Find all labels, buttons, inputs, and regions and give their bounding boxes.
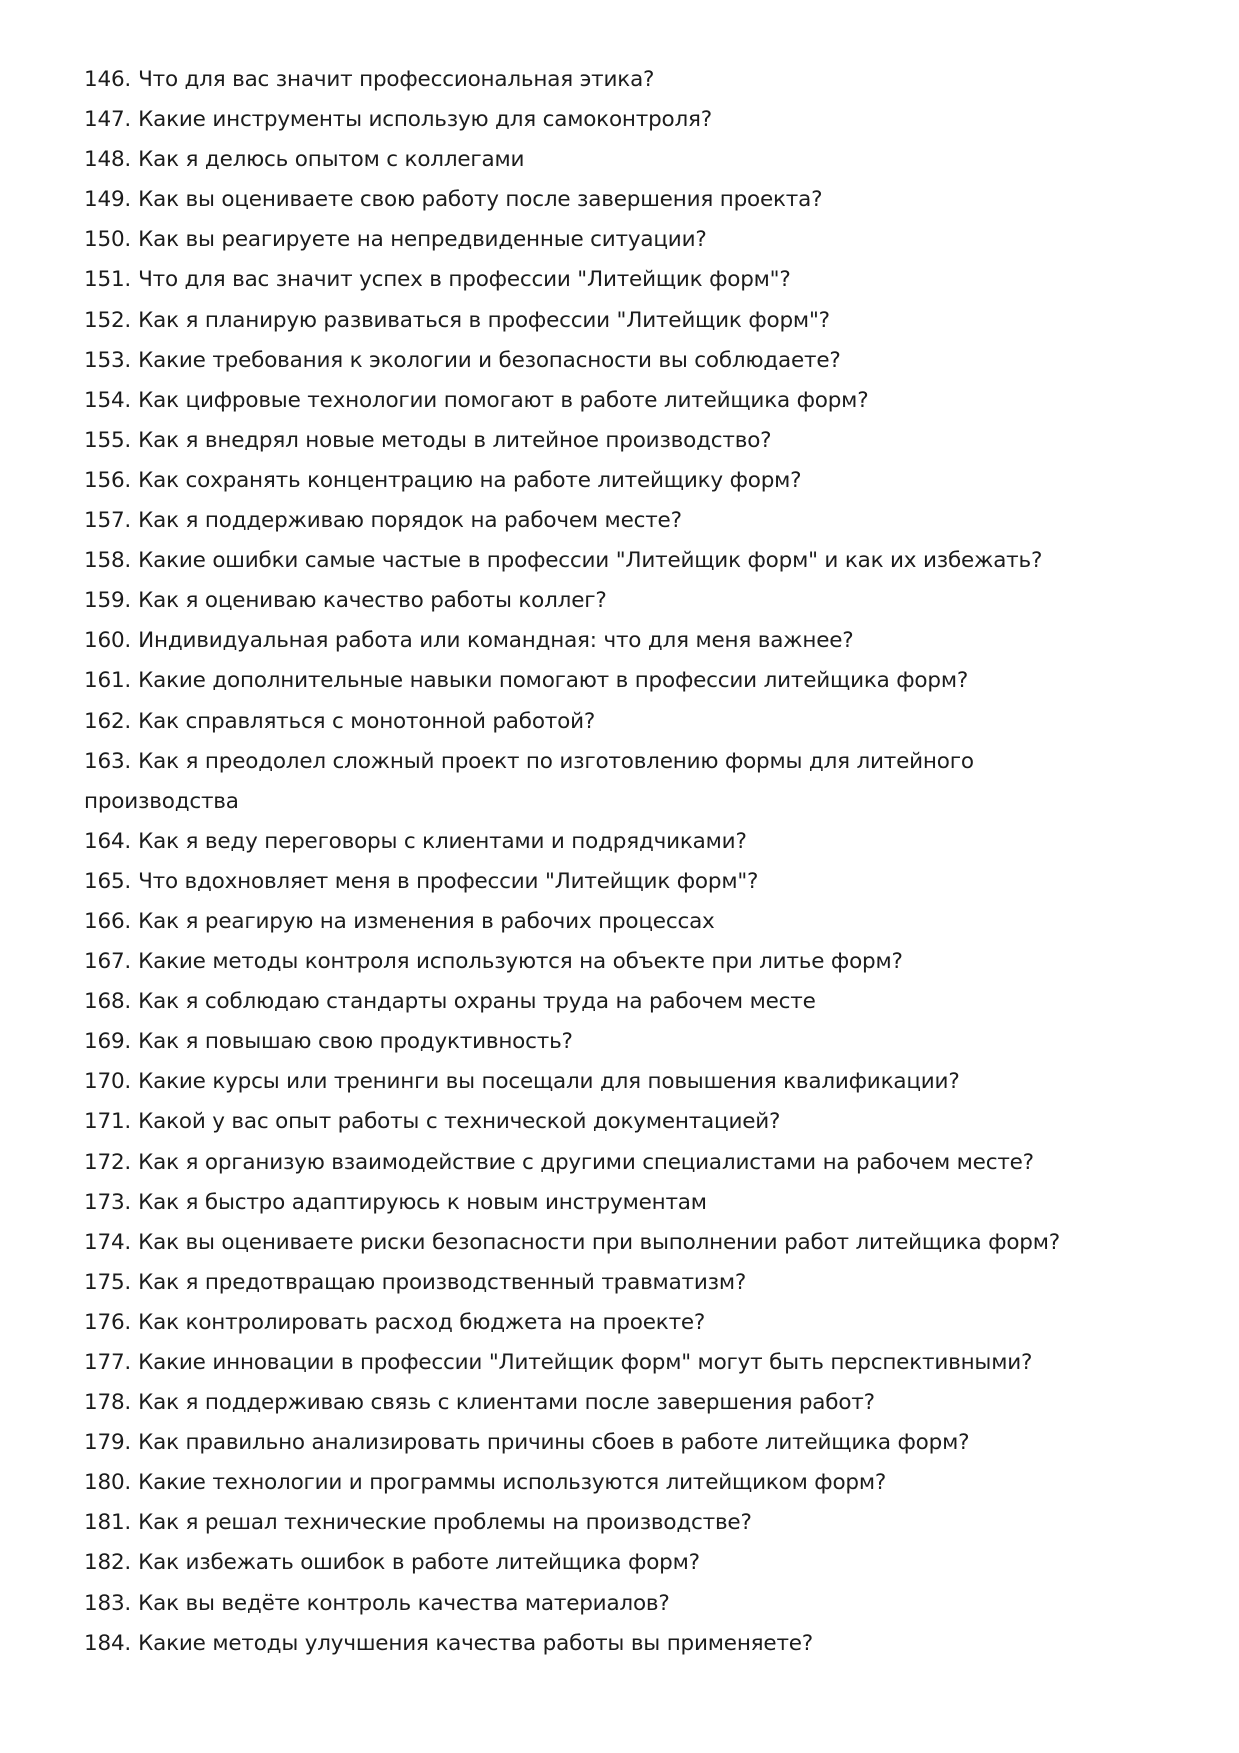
question-text: Какой у вас опыт работы с технической документацией? bbox=[138, 1109, 781, 1135]
question-number: 173. bbox=[84, 1189, 132, 1215]
question-text: Как я оцениваю качество работы коллег? bbox=[138, 588, 607, 614]
question-number: 183. bbox=[84, 1590, 132, 1616]
question-list bbox=[84, 60, 1164, 1664]
question-number: 147. bbox=[84, 107, 132, 133]
question-item bbox=[84, 1223, 1164, 1263]
question-number: 166. bbox=[84, 908, 132, 934]
question-item bbox=[84, 541, 1164, 581]
question-item bbox=[84, 621, 1164, 661]
question-number: 178. bbox=[84, 1390, 132, 1416]
question-number: 154. bbox=[84, 387, 132, 413]
question-item bbox=[84, 341, 1164, 381]
question-item bbox=[84, 1503, 1164, 1543]
question-text: Как я поддерживаю связь с клиентами после завершения работ? bbox=[138, 1390, 875, 1416]
question-number: 181. bbox=[84, 1510, 132, 1536]
question-number: 171. bbox=[84, 1109, 132, 1135]
question-number: 174. bbox=[84, 1229, 132, 1255]
question-text: Какие технологии и программы используются литейщиком форм? bbox=[138, 1470, 887, 1496]
question-item bbox=[84, 1343, 1164, 1383]
question-number: 177. bbox=[84, 1350, 132, 1375]
question-item bbox=[84, 1183, 1164, 1223]
question-number: 148. bbox=[84, 147, 132, 173]
question-number: 172. bbox=[84, 1149, 132, 1175]
question-number: 160. bbox=[84, 628, 132, 654]
question-number: 169. bbox=[84, 1029, 132, 1055]
question-item bbox=[84, 461, 1164, 501]
question-item bbox=[84, 702, 1164, 742]
question-number: 162. bbox=[84, 708, 132, 734]
question-number: 179. bbox=[84, 1430, 132, 1456]
question-number: 156. bbox=[84, 467, 132, 493]
question-number: 184. bbox=[84, 1630, 132, 1656]
question-number: 168. bbox=[84, 989, 132, 1015]
question-item bbox=[84, 421, 1164, 461]
question-item bbox=[84, 581, 1164, 621]
question-number: 163. bbox=[84, 748, 132, 774]
question-item bbox=[84, 902, 1164, 942]
question-text-continuation: производства bbox=[84, 788, 239, 814]
question-number: 151. bbox=[84, 267, 132, 293]
question-item bbox=[84, 260, 1164, 300]
question-item bbox=[84, 301, 1164, 341]
question-text: Как цифровые технологии помогают в работе литейщика форм? bbox=[138, 387, 869, 413]
question-text: Как я внедрял новые методы в литейное производство? bbox=[138, 427, 772, 453]
question-number: 146. bbox=[84, 67, 132, 92]
question-item bbox=[84, 1463, 1164, 1503]
question-text: Индивидуальная работа или командная: что для меня важнее? bbox=[138, 628, 854, 654]
question-item bbox=[84, 742, 1164, 822]
question-text: Что вдохновляет меня в профессии "Литейщик форм"? bbox=[138, 868, 759, 894]
question-text: Как я веду переговоры с клиентами и подрядчиками? bbox=[138, 828, 747, 854]
question-text: Как избежать ошибок в работе литейщика форм? bbox=[138, 1550, 700, 1576]
question-number: 152. bbox=[84, 307, 132, 333]
question-number: 180. bbox=[84, 1470, 132, 1496]
question-item bbox=[84, 1303, 1164, 1343]
question-item bbox=[84, 982, 1164, 1022]
question-item bbox=[84, 1584, 1164, 1624]
question-text: Как сохранять концентрацию на работе литейщику форм? bbox=[138, 467, 802, 493]
question-number: 161. bbox=[84, 668, 132, 694]
question-number: 165. bbox=[84, 868, 132, 894]
question-text: Что для вас значит профессиональная этика? bbox=[138, 67, 655, 92]
question-text: Что для вас значит успех в профессии "Литейщик форм"? bbox=[138, 267, 791, 293]
question-number: 159. bbox=[84, 588, 132, 614]
question-item bbox=[84, 1383, 1164, 1423]
question-number: 157. bbox=[84, 508, 132, 534]
question-text: Как вы оцениваете свою работу после завершения проекта? bbox=[138, 187, 823, 213]
question-item bbox=[84, 862, 1164, 902]
question-item bbox=[84, 1062, 1164, 1102]
question-text: Как я реагирую на изменения в рабочих процессах bbox=[138, 908, 715, 934]
question-number: 182. bbox=[84, 1550, 132, 1576]
question-item bbox=[84, 1102, 1164, 1142]
question-item bbox=[84, 140, 1164, 180]
question-number: 158. bbox=[84, 548, 132, 574]
question-text: Какие методы контроля используются на объекте при литье форм? bbox=[138, 949, 903, 975]
question-text: Как я соблюдаю стандарты охраны труда на рабочем месте bbox=[138, 989, 816, 1015]
question-number: 175. bbox=[84, 1269, 132, 1295]
question-number: 153. bbox=[84, 347, 132, 373]
question-text: Как вы ведёте контроль качества материалов? bbox=[138, 1590, 670, 1616]
question-text: Как я преодолел сложный проект по изготовлению формы для литейного bbox=[138, 748, 974, 774]
question-number: 155. bbox=[84, 427, 132, 453]
question-item bbox=[84, 220, 1164, 260]
question-number: 149. bbox=[84, 187, 132, 213]
question-text: Как вы реагируете на непредвиденные ситуации? bbox=[138, 227, 707, 253]
question-text: Как я быстро адаптируюсь к новым инструментам bbox=[138, 1189, 707, 1215]
question-text: Как я организую взаимодействие с другими специалистами на рабочем месте? bbox=[138, 1149, 1034, 1175]
question-item bbox=[84, 661, 1164, 701]
question-item bbox=[84, 1263, 1164, 1303]
question-text: Как я планирую развиваться в профессии "Литейщик форм"? bbox=[138, 307, 830, 333]
question-text: Как правильно анализировать причины сбоев в работе литейщика форм? bbox=[138, 1430, 970, 1456]
question-text: Какие требования к экологии и безопасности вы соблюдаете? bbox=[138, 347, 841, 373]
question-text: Какие инновации в профессии "Литейщик форм" могут быть перспективными? bbox=[138, 1350, 1033, 1375]
question-number: 150. bbox=[84, 227, 132, 253]
question-number: 164. bbox=[84, 828, 132, 854]
question-text: Как вы оцениваете риски безопасности при выполнении работ литейщика форм? bbox=[138, 1229, 1060, 1255]
question-number: 176. bbox=[84, 1309, 132, 1335]
question-text: Как я повышаю свою продуктивность? bbox=[138, 1029, 573, 1055]
question-number: 170. bbox=[84, 1069, 132, 1095]
question-item bbox=[84, 381, 1164, 421]
question-text: Какие курсы или тренинги вы посещали для повышения квалификации? bbox=[138, 1069, 960, 1095]
question-text: Как я поддерживаю порядок на рабочем месте? bbox=[138, 508, 682, 534]
question-text: Как я делюсь опытом с коллегами bbox=[138, 147, 525, 173]
question-text: Какие ошибки самые частые в профессии "Литейщик форм" и как их избежать? bbox=[138, 548, 1043, 574]
question-item bbox=[84, 1624, 1164, 1664]
question-item bbox=[84, 1143, 1164, 1183]
question-item bbox=[84, 100, 1164, 140]
question-item bbox=[84, 1022, 1164, 1062]
question-text: Какие методы улучшения качества работы вы применяете? bbox=[138, 1630, 814, 1656]
question-text: Какие инструменты использую для самоконтроля? bbox=[138, 107, 712, 133]
question-item bbox=[84, 942, 1164, 982]
question-item bbox=[84, 1423, 1164, 1463]
question-item bbox=[84, 822, 1164, 862]
question-number: 167. bbox=[84, 949, 132, 975]
question-item bbox=[84, 60, 1164, 100]
question-text: Как справляться с монотонной работой? bbox=[138, 708, 596, 734]
question-item bbox=[84, 180, 1164, 220]
question-text: Какие дополнительные навыки помогают в профессии литейщика форм? bbox=[138, 668, 969, 694]
question-text: Как я предотвращаю производственный травматизм? bbox=[138, 1269, 747, 1295]
question-text: Как контролировать расход бюджета на проекте? bbox=[138, 1309, 706, 1335]
question-text: Как я решал технические проблемы на производстве? bbox=[138, 1510, 752, 1536]
question-item bbox=[84, 501, 1164, 541]
question-item bbox=[84, 1543, 1164, 1583]
